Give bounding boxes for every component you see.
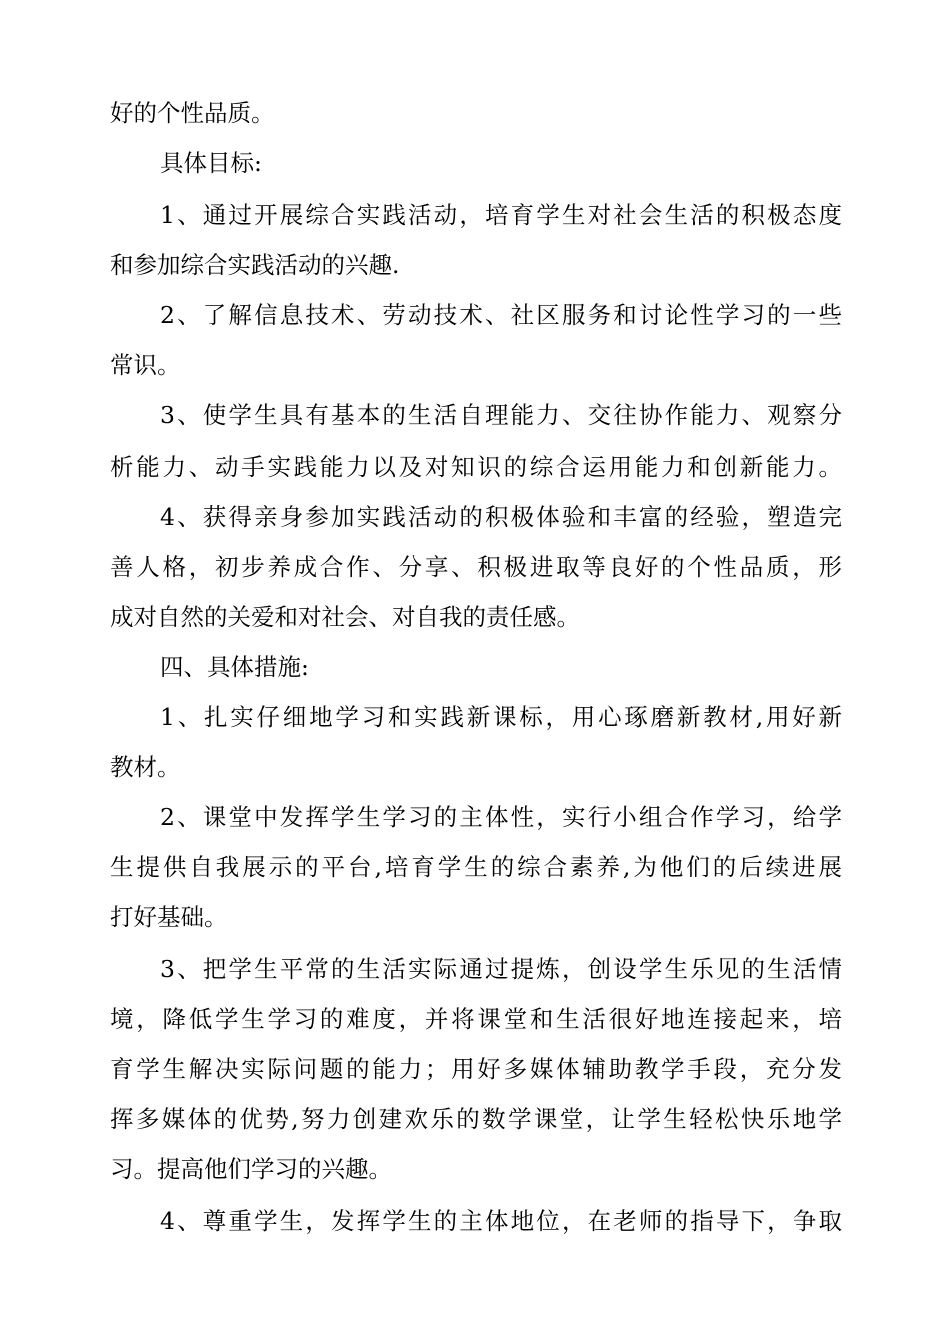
paragraph-line: 4、尊重学生，发挥学生的主体地位，在老师的指导下，争取 <box>160 1207 842 1235</box>
section-heading: 四、具体措施: <box>160 653 309 681</box>
paragraph-line: 析能力、动手实践能力以及对知识的综合运用能力和创新能力。 <box>110 453 842 481</box>
paragraph-line: 成对自然的关爱和对社会、对自我的责任感。 <box>110 603 580 631</box>
paragraph-line: 4、获得亲身参加实践活动的积极体验和丰富的经验，塑造完 <box>160 503 842 531</box>
paragraph-line: 打好基础。 <box>110 903 228 931</box>
paragraph-line: 3、使学生具有基本的生活自理能力、交往协作能力、观察分 <box>160 401 842 429</box>
paragraph-line: 常识。 <box>110 351 181 379</box>
paragraph-line: 善人格，初步养成合作、分享、积极进取等良好的个性品质，形 <box>110 553 842 581</box>
paragraph-line: 1、通过开展综合实践活动，培育学生对社会生活的积极态度 <box>160 201 842 229</box>
paragraph-line: 育学生解决实际问题的能力；用好多媒体辅助教学手段，充分发 <box>110 1055 842 1083</box>
paragraph-line: 生提供自我展示的平台,培育学生的综合素养,为他们的后续进展 <box>110 853 842 881</box>
paragraph-line: 3、把学生平常的生活实际通过提炼，创设学生乐见的生活情 <box>160 955 842 983</box>
paragraph-line: 挥多媒体的优势,努力创建欢乐的数学课堂，让学生轻松快乐地学 <box>110 1105 842 1133</box>
paragraph-line: 习。提高他们学习的兴趣。 <box>110 1155 392 1183</box>
paragraph-line: 教材。 <box>110 753 181 781</box>
section-heading: 具体目标: <box>160 149 262 177</box>
paragraph-line: 和参加综合实践活动的兴趣. <box>110 251 400 279</box>
paragraph-line: 2、了解信息技术、劳动技术、社区服务和讨论性学习的一些 <box>160 301 842 329</box>
paragraph-line: 境，降低学生学习的难度，并将课堂和生活很好地连接起来，培 <box>110 1005 842 1033</box>
paragraph-line: 2、课堂中发挥学生学习的主体性，实行小组合作学习，给学 <box>160 803 842 831</box>
paragraph-line: 1、扎实仔细地学习和实践新课标，用心琢磨新教材,用好新 <box>160 703 842 731</box>
paragraph-line: 好的个性品质。 <box>110 99 275 127</box>
